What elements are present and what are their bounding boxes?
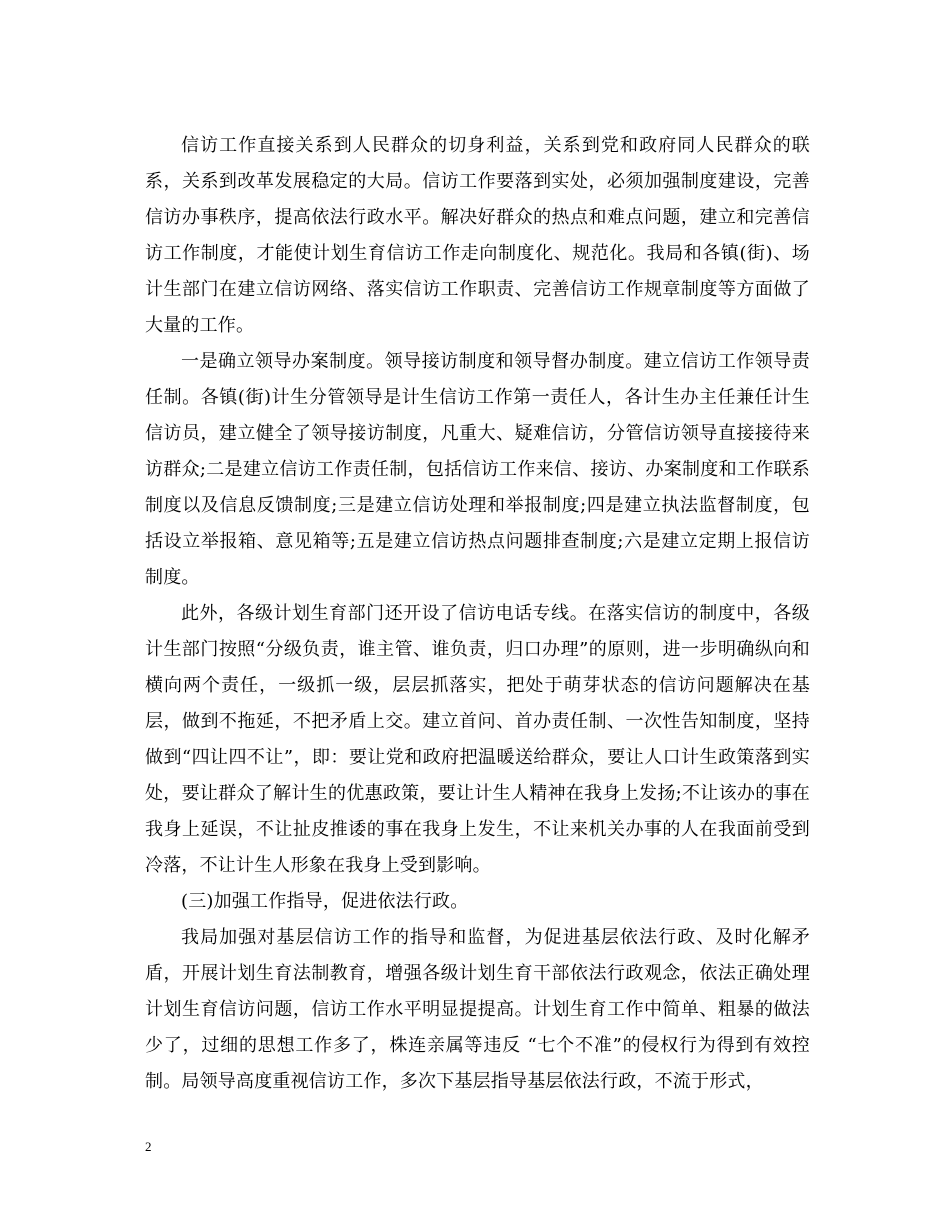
- paragraph-hotline: 此外，各级计划生育部门还开设了信访电话专线。在落实信访的制度中，各级计生部门按照“分级负责，谁主管、谁负责，归口办理”的原则，进一步明确纵向和横向两个责任，一级抓一级，层层抓落实，把处于萌芽状态的信访问题解决在基层，做到不拖延，不把矛盾上交。建立首问、首办责任制、一次性告知制度，坚持做到“四让四不让”，即：要让党和政府把温暖送给群众，要让人口计生政策落到实处，要让群众了解计生的优惠政策，要让计生人精神在我身上发扬;不让该办的事在我身上延误，不让扯皮推诿的事在我身上发生，不让来机关办事的人在我面前受到冷落，不让计生人形象在我身上受到影响。: [145, 603, 810, 876]
- section-heading: (三)加强工作指导，促进依法行政。: [181, 891, 469, 912]
- document-body: [145, 128, 810, 1100]
- paragraph-intro: 信访工作直接关系到人民群众的切身利益，关系到党和政府同人民群众的联系，关系到改革发展稳定的大局。信访工作要落到实处，必须加强制度建设，完善信访办事秩序，提高依法行政水平。解决好群众的热点和难点问题，建立和完善信访工作制度，才能使计划生育信访工作走向制度化、规范化。我局和各镇(街)、场计生部门在建立信访网络、落实信访工作职责、完善信访工作规章制度等方面做了大量的工作。: [145, 135, 810, 336]
- page-number: 2: [145, 1139, 152, 1154]
- paragraph-guidance: 我局加强对基层信访工作的指导和监督，为促进基层依法行政、及时化解矛盾，开展计划生育法制教育，增强各级计划生育干部依法行政观念，依法正确处理计划生育信访问题，信访工作水平明显提提高。计划生育工作中简单、粗暴的做法少了，过细的思想工作多了，株连亲属等违反 “七个不准”的侵权行为得到有效控制。局领导高度重视信访工作，多次下基层指导基层依法行政，不流于形式，: [145, 927, 810, 1092]
- paragraph-leadership-system: 一是确立领导办案制度。领导接访制度和领导督办制度。建立信访工作领导责任制。各镇(街)计生分管领导是计生信访工作第一责任人，各计生办主任兼任计生信访员，建立健全了领导接访制度，凡重大、疑难信访，分管信访领导直接接待来访群众;二是建立信访工作责任制，包括信访工作来信、接访、办案制度和工作联系制度以及信息反馈制度;三是建立信访处理和举报制度;四是建立执法监督制度，包括设立举报箱、意见箱等;五是建立信访热点问题排查制度;六是建立定期上报信访制度。: [145, 351, 810, 588]
